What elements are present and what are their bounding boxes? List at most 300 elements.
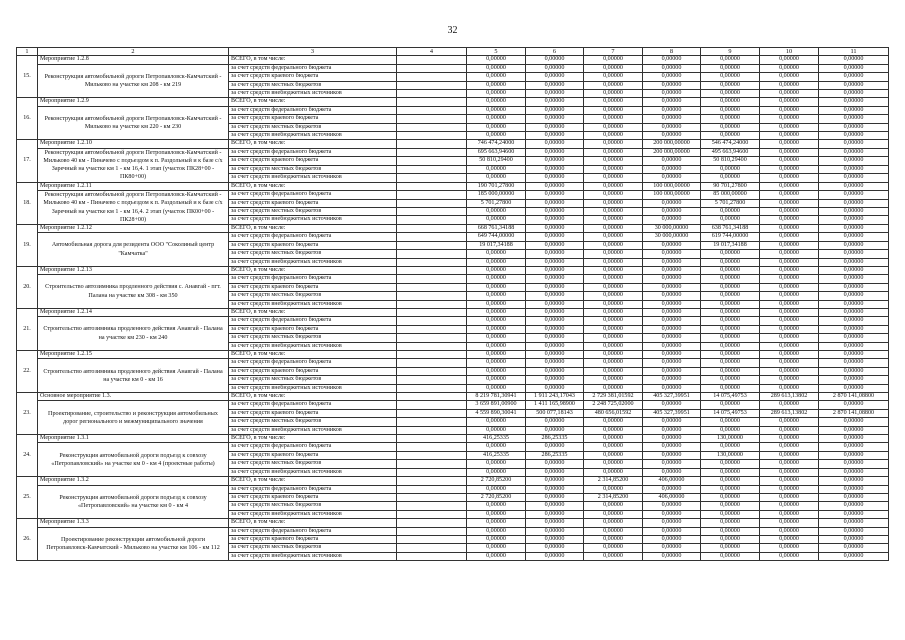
value-cell: 0,00000 bbox=[467, 216, 526, 224]
value-cell: 30 000,00000 bbox=[643, 233, 701, 241]
value-cell: 0,00000 bbox=[467, 165, 526, 173]
value-cell: 0,00000 bbox=[760, 519, 819, 527]
value-cell: 0,00000 bbox=[760, 535, 819, 543]
funding-source: за счет средств краевого бюджета bbox=[229, 241, 397, 249]
value-cell: 0,00000 bbox=[819, 233, 889, 241]
funding-source: за счет средств краевого бюджета bbox=[229, 409, 397, 417]
value-cell: 185 000,00000 bbox=[467, 191, 526, 199]
funding-source: за счет средств краевого бюджета bbox=[229, 73, 397, 81]
header-cell: 7 bbox=[584, 48, 643, 56]
value-cell: 0,00000 bbox=[526, 56, 584, 64]
measure-description: Реконструкция автомобильной дороги Петропавловск-Камчатский - Мильково на участке км 220 - км 230 bbox=[38, 106, 229, 140]
value-cell: 0,00000 bbox=[819, 56, 889, 64]
empty-cell bbox=[397, 552, 467, 560]
value-cell: 0,00000 bbox=[584, 384, 643, 392]
value-cell: 0,00000 bbox=[526, 519, 584, 527]
value-cell: 4 559 890,30041 bbox=[467, 409, 526, 417]
table-row bbox=[17, 266, 889, 274]
value-cell: 0,00000 bbox=[584, 250, 643, 258]
funding-source: за счет средств местных бюджетов bbox=[229, 250, 397, 258]
value-cell: 2 720,85200 bbox=[467, 477, 526, 485]
value-cell: 0,00000 bbox=[819, 443, 889, 451]
value-cell: 0,00000 bbox=[467, 552, 526, 560]
empty-cell bbox=[397, 266, 467, 274]
value-cell: 0,00000 bbox=[819, 460, 889, 468]
value-cell: 0,00000 bbox=[819, 384, 889, 392]
table-row bbox=[17, 106, 889, 114]
value-cell: 0,00000 bbox=[701, 351, 760, 359]
value-cell: 0,00000 bbox=[526, 182, 584, 190]
value-cell: 0,00000 bbox=[819, 401, 889, 409]
value-cell: 495 663,94600 bbox=[701, 148, 760, 156]
empty-cell bbox=[397, 233, 467, 241]
empty-cell bbox=[397, 258, 467, 266]
header-cell: 10 bbox=[760, 48, 819, 56]
value-cell: 0,00000 bbox=[819, 123, 889, 131]
funding-source: за счет средств местных бюджетов bbox=[229, 418, 397, 426]
funding-source: за счет средств краевого бюджета bbox=[229, 451, 397, 459]
funding-source: за счет средств федерального бюджета bbox=[229, 443, 397, 451]
value-cell: 0,00000 bbox=[760, 477, 819, 485]
value-cell: 0,00000 bbox=[760, 308, 819, 316]
value-cell: 2 870 141,08800 bbox=[819, 409, 889, 417]
measure-description: Строительство автозимника продленного действия с. Анавгай - пгт. Палана на участке км 308 - км 350 bbox=[38, 275, 229, 309]
value-cell: 0,00000 bbox=[819, 308, 889, 316]
value-cell: 0,00000 bbox=[643, 435, 701, 443]
value-cell: 0,00000 bbox=[760, 300, 819, 308]
value-cell: 0,00000 bbox=[584, 90, 643, 98]
value-cell: 0,00000 bbox=[701, 165, 760, 173]
value-cell: 0,00000 bbox=[584, 468, 643, 476]
value-cell: 0,00000 bbox=[701, 266, 760, 274]
value-cell: 0,00000 bbox=[526, 351, 584, 359]
value-cell: 0,00000 bbox=[643, 165, 701, 173]
funding-source: за счет средств федерального бюджета bbox=[229, 485, 397, 493]
funding-source: за счет средств федерального бюджета bbox=[229, 401, 397, 409]
value-cell: 0,00000 bbox=[701, 519, 760, 527]
value-cell: 0,00000 bbox=[526, 132, 584, 140]
value-cell: 0,00000 bbox=[526, 485, 584, 493]
value-cell: 0,00000 bbox=[643, 56, 701, 64]
funding-source: ВСЕГО, в том числе: bbox=[229, 393, 397, 401]
value-cell: 0,00000 bbox=[819, 174, 889, 182]
value-cell: 2 870 141,08800 bbox=[819, 393, 889, 401]
value-cell: 0,00000 bbox=[526, 165, 584, 173]
empty-cell bbox=[397, 224, 467, 232]
funding-source: ВСЕГО, в том числе: bbox=[229, 308, 397, 316]
value-cell: 0,00000 bbox=[760, 552, 819, 560]
value-cell: 0,00000 bbox=[701, 426, 760, 434]
value-cell: 0,00000 bbox=[584, 308, 643, 316]
value-cell: 0,00000 bbox=[526, 73, 584, 81]
funding-source: за счет средств внебюджетных источников bbox=[229, 216, 397, 224]
empty-cell bbox=[397, 216, 467, 224]
value-cell: 0,00000 bbox=[526, 81, 584, 89]
value-cell: 0,00000 bbox=[526, 216, 584, 224]
value-cell: 0,00000 bbox=[701, 292, 760, 300]
value-cell: 0,00000 bbox=[584, 182, 643, 190]
value-cell: 0,00000 bbox=[643, 106, 701, 114]
empty-cell bbox=[397, 367, 467, 375]
value-cell: 2 314,85200 bbox=[584, 477, 643, 485]
value-cell: 0,00000 bbox=[526, 106, 584, 114]
value-cell: 0,00000 bbox=[643, 418, 701, 426]
value-cell: 0,00000 bbox=[467, 250, 526, 258]
table-row bbox=[17, 233, 889, 241]
empty-cell bbox=[397, 493, 467, 501]
value-cell: 0,00000 bbox=[467, 502, 526, 510]
value-cell: 0,00000 bbox=[467, 334, 526, 342]
funding-source: за счет средств внебюджетных источников bbox=[229, 174, 397, 182]
value-cell: 0,00000 bbox=[643, 325, 701, 333]
value-cell: 0,00000 bbox=[819, 485, 889, 493]
empty-cell bbox=[397, 485, 467, 493]
value-cell: 0,00000 bbox=[526, 64, 584, 72]
funding-source: за счет средств внебюджетных источников bbox=[229, 258, 397, 266]
value-cell: 0,00000 bbox=[643, 401, 701, 409]
value-cell: 0,00000 bbox=[584, 535, 643, 543]
value-cell: 0,00000 bbox=[701, 106, 760, 114]
funding-source: за счет средств федерального бюджета bbox=[229, 359, 397, 367]
header-cell: 6 bbox=[526, 48, 584, 56]
row-number: 18. bbox=[17, 182, 38, 224]
funding-source: ВСЕГО, в том числе: bbox=[229, 477, 397, 485]
value-cell: 0,00000 bbox=[526, 292, 584, 300]
value-cell: 19 017,34188 bbox=[467, 241, 526, 249]
funding-source: за счет средств внебюджетных источников bbox=[229, 90, 397, 98]
value-cell: 0,00000 bbox=[760, 426, 819, 434]
value-cell: 0,00000 bbox=[584, 443, 643, 451]
funding-source: за счет средств внебюджетных источников bbox=[229, 342, 397, 350]
value-cell: 0,00000 bbox=[467, 208, 526, 216]
value-cell: 0,00000 bbox=[819, 73, 889, 81]
value-cell: 0,00000 bbox=[819, 300, 889, 308]
value-cell: 0,00000 bbox=[526, 359, 584, 367]
value-cell: 0,00000 bbox=[584, 199, 643, 207]
header-cell: 1 bbox=[17, 48, 38, 56]
value-cell: 0,00000 bbox=[701, 552, 760, 560]
funding-source: за счет средств федерального бюджета bbox=[229, 527, 397, 535]
value-cell: 0,00000 bbox=[760, 317, 819, 325]
value-cell: 0,00000 bbox=[760, 510, 819, 518]
value-cell: 0,00000 bbox=[643, 485, 701, 493]
value-cell: 0,00000 bbox=[584, 451, 643, 459]
empty-cell bbox=[397, 98, 467, 106]
row-number: 25. bbox=[17, 477, 38, 519]
value-cell: 406,00000 bbox=[643, 493, 701, 501]
empty-cell bbox=[397, 510, 467, 518]
row-number: 15. bbox=[17, 56, 38, 98]
value-cell: 0,00000 bbox=[467, 443, 526, 451]
value-cell: 3 659 891,00900 bbox=[467, 401, 526, 409]
value-cell: 0,00000 bbox=[526, 275, 584, 283]
value-cell: 0,00000 bbox=[467, 468, 526, 476]
value-cell: 0,00000 bbox=[701, 468, 760, 476]
empty-cell bbox=[397, 426, 467, 434]
funding-source: за счет средств местных бюджетов bbox=[229, 376, 397, 384]
measure-description: Реконструкция автомобильной дороги Петропавловск-Камчатский - Мильково 40 км - Пиначево с подъездом к п. Раздольный и к базе с/х Заречный на участке км 1 - км 16,4. 1 этап (участок ПК28+00 - ПК80+00) bbox=[38, 148, 229, 182]
value-cell: 0,00000 bbox=[584, 376, 643, 384]
value-cell: 0,00000 bbox=[643, 502, 701, 510]
value-cell: 0,00000 bbox=[467, 266, 526, 274]
funding-source: ВСЕГО, в том числе: bbox=[229, 224, 397, 232]
empty-cell bbox=[397, 527, 467, 535]
header-cell: 11 bbox=[819, 48, 889, 56]
empty-cell bbox=[397, 317, 467, 325]
funding-source: за счет средств внебюджетных источников bbox=[229, 468, 397, 476]
value-cell: 0,00000 bbox=[760, 493, 819, 501]
header-cell: 9 bbox=[701, 48, 760, 56]
value-cell: 0,00000 bbox=[643, 443, 701, 451]
value-cell: 0,00000 bbox=[819, 191, 889, 199]
value-cell: 0,00000 bbox=[819, 115, 889, 123]
value-cell: 0,00000 bbox=[584, 106, 643, 114]
value-cell: 0,00000 bbox=[643, 544, 701, 552]
value-cell: 0,00000 bbox=[760, 132, 819, 140]
value-cell: 0,00000 bbox=[526, 317, 584, 325]
value-cell: 0,00000 bbox=[526, 283, 584, 291]
value-cell: 0,00000 bbox=[701, 123, 760, 131]
value-cell: 14 075,49753 bbox=[701, 409, 760, 417]
value-cell: 0,00000 bbox=[584, 426, 643, 434]
value-cell: 0,00000 bbox=[467, 56, 526, 64]
value-cell: 0,00000 bbox=[643, 342, 701, 350]
value-cell: 0,00000 bbox=[526, 140, 584, 148]
value-cell: 0,00000 bbox=[584, 224, 643, 232]
funding-source: за счет средств федерального бюджета bbox=[229, 275, 397, 283]
value-cell: 100 000,00000 bbox=[643, 191, 701, 199]
row-number: 19. bbox=[17, 224, 38, 266]
value-cell: 190 701,27800 bbox=[467, 182, 526, 190]
value-cell: 0,00000 bbox=[819, 182, 889, 190]
value-cell: 0,00000 bbox=[701, 300, 760, 308]
value-cell: 0,00000 bbox=[819, 342, 889, 350]
value-cell: 405 327,39951 bbox=[643, 409, 701, 417]
empty-cell bbox=[397, 123, 467, 131]
value-cell: 0,00000 bbox=[643, 90, 701, 98]
value-cell: 0,00000 bbox=[701, 73, 760, 81]
value-cell: 0,00000 bbox=[526, 502, 584, 510]
value-cell: 0,00000 bbox=[701, 443, 760, 451]
value-cell: 0,00000 bbox=[819, 90, 889, 98]
measure-title: Мероприятие 1.2.9 bbox=[38, 98, 229, 106]
value-cell: 0,00000 bbox=[467, 73, 526, 81]
value-cell: 0,00000 bbox=[584, 292, 643, 300]
value-cell: 0,00000 bbox=[819, 317, 889, 325]
value-cell: 0,00000 bbox=[526, 233, 584, 241]
value-cell: 0,00000 bbox=[643, 334, 701, 342]
value-cell: 0,00000 bbox=[643, 308, 701, 316]
value-cell: 0,00000 bbox=[819, 64, 889, 72]
value-cell: 0,00000 bbox=[526, 224, 584, 232]
value-cell: 0,00000 bbox=[526, 376, 584, 384]
empty-cell bbox=[397, 250, 467, 258]
value-cell: 0,00000 bbox=[584, 317, 643, 325]
value-cell: 0,00000 bbox=[819, 376, 889, 384]
value-cell: 0,00000 bbox=[760, 224, 819, 232]
empty-cell bbox=[397, 502, 467, 510]
funding-source: за счет средств местных бюджетов bbox=[229, 292, 397, 300]
value-cell: 638 761,34188 bbox=[701, 224, 760, 232]
value-cell: 0,00000 bbox=[526, 148, 584, 156]
value-cell: 0,00000 bbox=[760, 191, 819, 199]
table-row bbox=[17, 401, 889, 409]
row-number: 23. bbox=[17, 393, 38, 435]
value-cell: 0,00000 bbox=[819, 106, 889, 114]
value-cell: 0,00000 bbox=[526, 325, 584, 333]
value-cell: 0,00000 bbox=[584, 132, 643, 140]
value-cell: 0,00000 bbox=[467, 325, 526, 333]
value-cell: 0,00000 bbox=[701, 384, 760, 392]
value-cell: 0,00000 bbox=[584, 56, 643, 64]
funding-source: за счет средств местных бюджетов bbox=[229, 460, 397, 468]
value-cell: 0,00000 bbox=[584, 140, 643, 148]
measure-description: Строительство автозимника продленного действия Анавгай - Палана на участке км 230 - км 240 bbox=[38, 317, 229, 351]
value-cell: 0,00000 bbox=[701, 250, 760, 258]
funding-source: за счет средств внебюджетных источников bbox=[229, 384, 397, 392]
measure-title: Мероприятие 1.2.13 bbox=[38, 266, 229, 274]
value-cell: 0,00000 bbox=[643, 73, 701, 81]
empty-cell bbox=[397, 199, 467, 207]
empty-cell bbox=[397, 460, 467, 468]
value-cell: 19 017,34188 bbox=[701, 241, 760, 249]
value-cell: 0,00000 bbox=[819, 132, 889, 140]
value-cell: 0,00000 bbox=[760, 208, 819, 216]
table-row bbox=[17, 443, 889, 451]
value-cell: 0,00000 bbox=[584, 258, 643, 266]
value-cell: 0,00000 bbox=[467, 527, 526, 535]
value-cell: 0,00000 bbox=[643, 519, 701, 527]
value-cell: 0,00000 bbox=[760, 443, 819, 451]
value-cell: 0,00000 bbox=[467, 359, 526, 367]
empty-cell bbox=[397, 435, 467, 443]
value-cell: 0,00000 bbox=[467, 519, 526, 527]
value-cell: 0,00000 bbox=[760, 527, 819, 535]
value-cell: 0,00000 bbox=[526, 527, 584, 535]
row-number: 22. bbox=[17, 351, 38, 393]
value-cell: 0,00000 bbox=[643, 510, 701, 518]
measure-title: Мероприятие 1.2.15 bbox=[38, 351, 229, 359]
empty-cell bbox=[397, 148, 467, 156]
row-number: 17. bbox=[17, 140, 38, 182]
funding-source: за счет средств внебюджетных источников bbox=[229, 426, 397, 434]
value-cell: 0,00000 bbox=[584, 460, 643, 468]
value-cell: 0,00000 bbox=[643, 317, 701, 325]
value-cell: 0,00000 bbox=[643, 216, 701, 224]
value-cell: 0,00000 bbox=[526, 493, 584, 501]
value-cell: 0,00000 bbox=[467, 535, 526, 543]
value-cell: 0,00000 bbox=[643, 376, 701, 384]
value-cell: 0,00000 bbox=[526, 535, 584, 543]
value-cell: 0,00000 bbox=[643, 300, 701, 308]
funding-source: за счет средств местных бюджетов bbox=[229, 208, 397, 216]
value-cell: 0,00000 bbox=[701, 334, 760, 342]
funding-source: за счет средств федерального бюджета bbox=[229, 233, 397, 241]
value-cell: 0,00000 bbox=[584, 241, 643, 249]
value-cell: 0,00000 bbox=[526, 90, 584, 98]
value-cell: 0,00000 bbox=[643, 552, 701, 560]
empty-cell bbox=[397, 157, 467, 165]
value-cell: 500 077,18143 bbox=[526, 409, 584, 417]
value-cell: 0,00000 bbox=[760, 292, 819, 300]
funding-source: за счет средств внебюджетных источников bbox=[229, 300, 397, 308]
table-row bbox=[17, 56, 889, 64]
value-cell: 0,00000 bbox=[819, 250, 889, 258]
value-cell: 0,00000 bbox=[584, 148, 643, 156]
value-cell: 0,00000 bbox=[643, 384, 701, 392]
value-cell: 0,00000 bbox=[467, 351, 526, 359]
funding-source: за счет средств краевого бюджета bbox=[229, 367, 397, 375]
empty-cell bbox=[397, 384, 467, 392]
measure-description: Проектирование реконструкции автомобильной дороги Петропавловск-Камчатский - Мильково на участке км 106 - км 112 bbox=[38, 527, 229, 561]
funding-source: за счет средств краевого бюджета bbox=[229, 115, 397, 123]
value-cell: 0,00000 bbox=[760, 233, 819, 241]
value-cell: 0,00000 bbox=[643, 199, 701, 207]
value-cell: 0,00000 bbox=[526, 418, 584, 426]
value-cell: 0,00000 bbox=[467, 300, 526, 308]
value-cell: 0,00000 bbox=[584, 418, 643, 426]
value-cell: 0,00000 bbox=[584, 275, 643, 283]
value-cell: 0,00000 bbox=[584, 510, 643, 518]
value-cell: 0,00000 bbox=[701, 275, 760, 283]
value-cell: 0,00000 bbox=[467, 376, 526, 384]
table-row bbox=[17, 64, 889, 72]
measure-title: Мероприятие 1.3.1 bbox=[38, 435, 229, 443]
value-cell: 0,00000 bbox=[819, 510, 889, 518]
funding-source: за счет средств краевого бюджета bbox=[229, 157, 397, 165]
value-cell: 200 000,00000 bbox=[643, 140, 701, 148]
measure-description: Проектирование, строительство и реконструкция автомобильных дорог регионального и межмуниципального значения bbox=[38, 401, 229, 435]
table-row bbox=[17, 393, 889, 401]
funding-source: за счет средств федерального бюджета bbox=[229, 148, 397, 156]
header-cell: 4 bbox=[397, 48, 467, 56]
value-cell: 0,00000 bbox=[819, 418, 889, 426]
value-cell: 1 911 243,17043 bbox=[526, 393, 584, 401]
value-cell: 0,00000 bbox=[467, 106, 526, 114]
value-cell: 0,00000 bbox=[701, 81, 760, 89]
value-cell: 0,00000 bbox=[819, 148, 889, 156]
value-cell: 0,00000 bbox=[760, 401, 819, 409]
value-cell: 0,00000 bbox=[819, 334, 889, 342]
value-cell: 0,00000 bbox=[760, 250, 819, 258]
value-cell: 0,00000 bbox=[760, 165, 819, 173]
value-cell: 0,00000 bbox=[819, 359, 889, 367]
value-cell: 0,00000 bbox=[526, 477, 584, 485]
value-cell: 0,00000 bbox=[701, 376, 760, 384]
value-cell: 0,00000 bbox=[701, 342, 760, 350]
value-cell: 0,00000 bbox=[526, 544, 584, 552]
value-cell: 0,00000 bbox=[760, 460, 819, 468]
value-cell: 0,00000 bbox=[701, 283, 760, 291]
value-cell: 0,00000 bbox=[584, 300, 643, 308]
value-cell: 0,00000 bbox=[467, 64, 526, 72]
empty-cell bbox=[397, 132, 467, 140]
funding-source: за счет средств краевого бюджета bbox=[229, 325, 397, 333]
value-cell: 50 810,29400 bbox=[467, 157, 526, 165]
empty-cell bbox=[397, 468, 467, 476]
table-row bbox=[17, 308, 889, 316]
value-cell: 0,00000 bbox=[760, 90, 819, 98]
value-cell: 0,00000 bbox=[467, 460, 526, 468]
value-cell: 14 075,49753 bbox=[701, 393, 760, 401]
row-number: 24. bbox=[17, 435, 38, 477]
empty-cell bbox=[397, 359, 467, 367]
header-cell: 2 bbox=[38, 48, 229, 56]
value-cell: 0,00000 bbox=[819, 140, 889, 148]
value-cell: 0,00000 bbox=[467, 367, 526, 375]
empty-cell bbox=[397, 519, 467, 527]
value-cell: 0,00000 bbox=[760, 435, 819, 443]
